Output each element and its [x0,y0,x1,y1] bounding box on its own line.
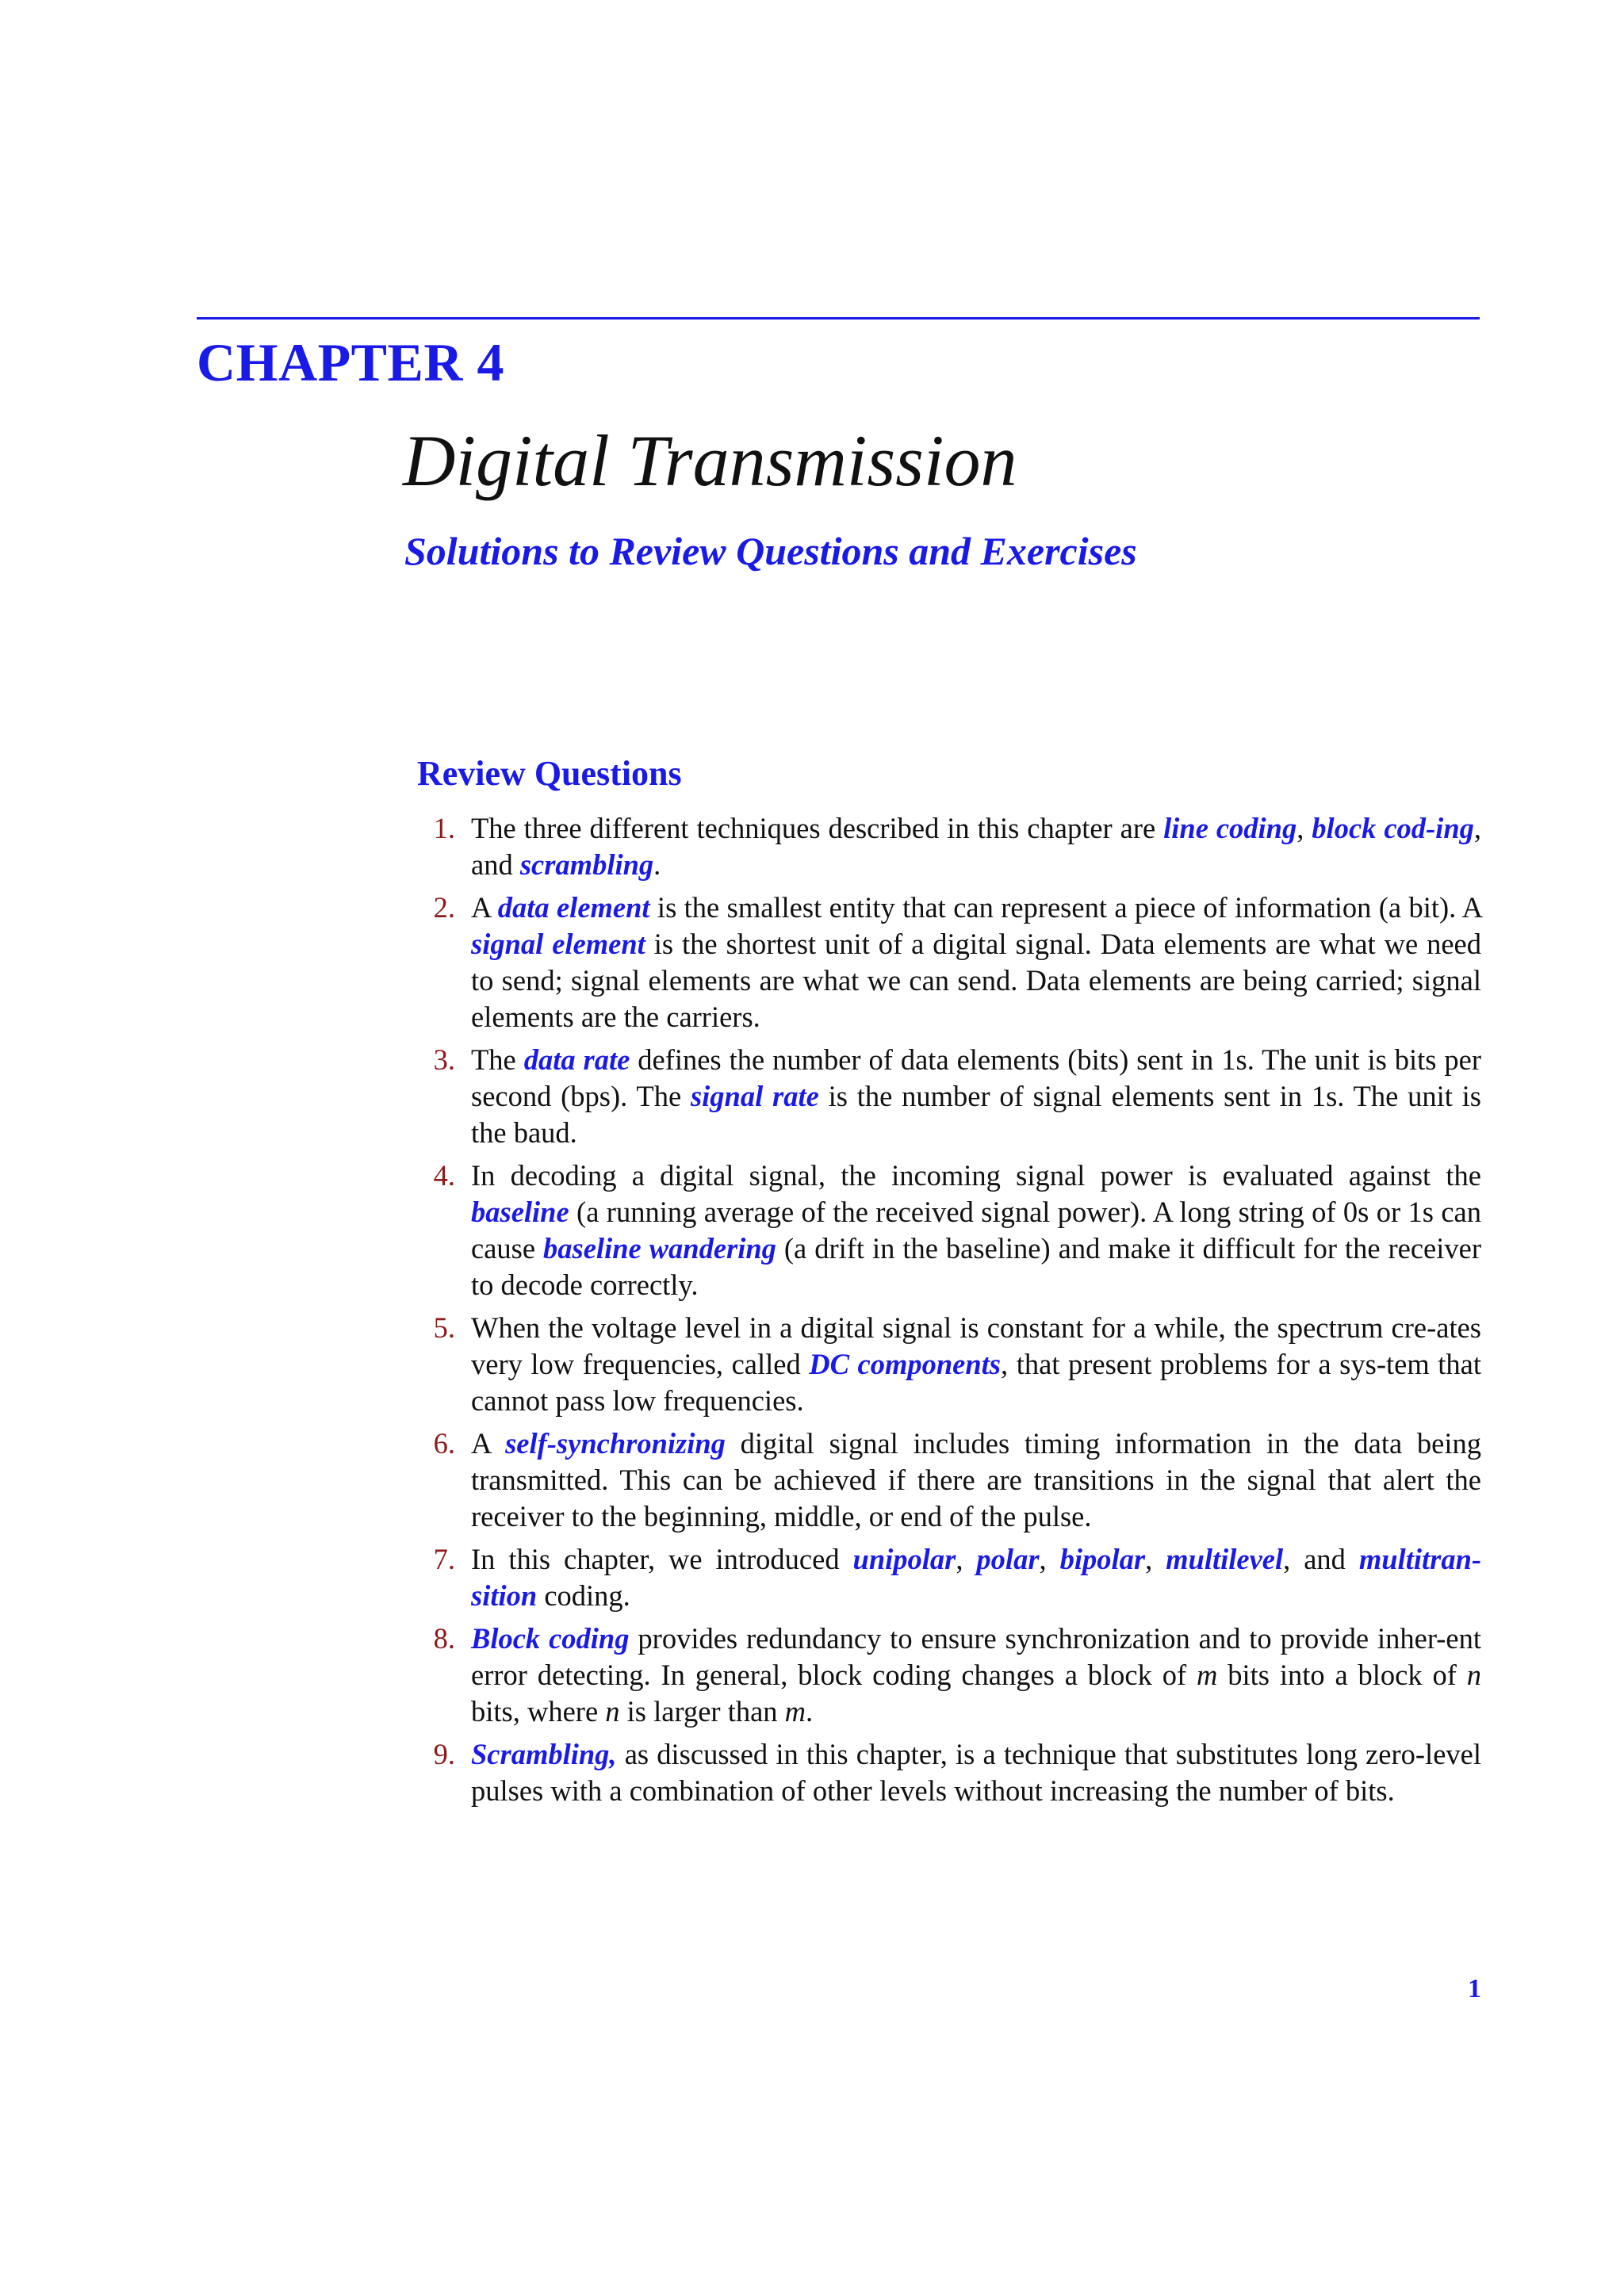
variable: m [1197,1659,1218,1691]
question-item [417,1541,1481,1614]
question-number: 6. [433,1427,455,1460]
key-term: scrambling [519,848,654,881]
question-text: , [1039,1543,1060,1575]
question-text: The [471,1043,524,1076]
question-text: A [471,1427,506,1460]
chapter-subtitle: Solutions to Review Questions and Exercises [404,529,1137,573]
question-number: 4. [433,1159,455,1192]
question-text: , and [471,812,1481,881]
section-heading: Review Questions [417,754,682,793]
question-number: 9. [433,1738,455,1770]
question-text: digital signal includes timing information in the data being transmitted. This can be achieved if there are transitions in the signal that alert the receiver to the beginning, middle, or end of the pulse. [471,1427,1481,1533]
question-text: , and [1283,1543,1359,1575]
question-number: 3. [433,1043,455,1076]
question-text: . [806,1695,814,1728]
key-term: self-synchronizing [505,1427,726,1460]
question-text: The three different techniques described in this chapter are [471,812,1164,844]
question-text: defines the number of data elements (bits) sent in 1s. The unit is bits per second (bps). The [471,1043,1482,1112]
variable: m [784,1695,806,1728]
question-item [417,1621,1481,1730]
key-term: signal rate [690,1080,819,1112]
key-term: multitran-sition [471,1543,1482,1612]
chapter-title: Digital Transmission [403,420,1017,501]
question-text: In decoding a digital signal, the incoming signal power is evaluated against the [471,1159,1481,1192]
question-number: 2. [433,891,455,924]
key-term: DC components [809,1348,1002,1380]
question-text: provides redundancy to ensure synchronization and to provide inher-ent error detecting. In general, block coding changes a block of [471,1622,1482,1691]
question-item [417,890,1481,1035]
chapter-label: CHAPTER 4 [197,332,504,392]
question-text: is the smallest entity that can represent a piece of information (a bit). A [649,891,1481,924]
question-text: . [653,848,661,881]
question-text: coding. [537,1579,630,1612]
question-text: , that present problems for a sys-tem that cannot pass low frequencies. [471,1348,1481,1417]
key-term: line coding [1163,812,1297,844]
question-text: , [956,1543,977,1575]
question-text: bits, where [471,1695,606,1728]
question-text: In this chapter, we introduced [471,1543,853,1575]
chapter-rule [197,317,1480,320]
key-term: baseline [471,1196,569,1228]
question-text: as discussed in this chapter, is a technique that substitutes long zero-level pulses with a combination of other levels without increasing the number of bits. [471,1738,1481,1807]
key-term: baseline wandering [543,1232,776,1265]
question-text: is larger than [619,1695,785,1728]
question-text: is the shortest unit of a digital signal. Data elements are what we need to send; signal elements are what we can send. Data elements are being carried; signal elements are the carriers. [471,928,1482,1033]
question-text: When the voltage level in a digital signal is constant for a while, the spectrum cre-ates very low frequencies, called [471,1311,1481,1380]
question-text: , [1297,812,1312,844]
question-text: bits into a block of [1217,1659,1467,1691]
question-number: 8. [433,1622,455,1655]
key-term: data element [497,891,650,924]
question-item [417,1425,1481,1535]
variable: n [605,1695,620,1728]
question-item [417,810,1481,883]
question-item [417,1042,1481,1151]
key-term: signal element [471,928,645,960]
key-term: unipolar [852,1543,956,1575]
question-number: 1. [433,812,455,844]
question-item [417,1158,1481,1303]
question-item [417,1736,1481,1809]
page-number: 1 [1468,1974,1481,2003]
key-term: Scrambling, [471,1738,617,1770]
key-term: data rate [523,1043,630,1076]
key-term: block cod-ing [1312,812,1474,844]
question-item [417,1310,1481,1419]
key-term: Block coding [471,1622,630,1655]
question-number: 7. [433,1543,455,1575]
variable: n [1466,1659,1481,1691]
key-term: bipolar [1059,1543,1146,1575]
question-text: A [471,891,498,924]
question-number: 5. [433,1311,455,1344]
question-text: , [1145,1543,1166,1575]
review-questions-list [417,810,1481,1816]
key-term: multilevel [1166,1543,1284,1575]
question-text: (a running average of the received signal power). A long string of 0s or 1s can cause [471,1196,1481,1265]
key-term: polar [976,1543,1040,1575]
question-text: is the number of signal elements sent in 1s. The unit is the baud. [471,1080,1481,1149]
question-text: (a drift in the baseline) and make it difficult for the receiver to decode correctly. [471,1232,1481,1301]
